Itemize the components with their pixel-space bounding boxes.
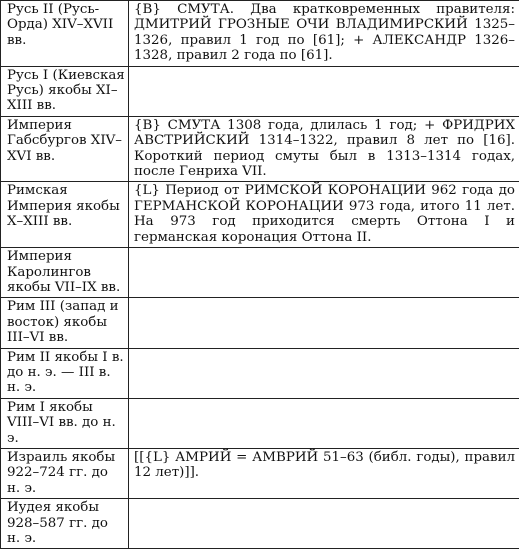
empire-cell: Русь II (Русь-Орда) XIV–XVII вв. <box>1 1 129 67</box>
table-row <box>1 448 519 498</box>
table-row <box>1 499 519 549</box>
empire-cell: Империя Габсбургов XIV–XVI вв. <box>1 116 129 182</box>
table-row <box>1 348 519 398</box>
empire-cell: Израиль якобы 922–724 гг. до н. э. <box>1 448 129 498</box>
table-row <box>1 66 519 116</box>
event-cell <box>129 298 519 348</box>
event-cell: [[{L} АМРИЙ = АМВРИЙ 51–63 (библ. годы), правил 12 лет)]]. <box>129 448 519 498</box>
event-cell <box>129 348 519 398</box>
empire-cell: Римская Империя якобы X–XIII вв. <box>1 182 129 248</box>
event-cell: {L} Период от РИМСКОЙ КОРОНАЦИИ 962 года до ГЕРМАНСКОЙ КОРОНАЦИИ 973 года, итого 11 лет. На 973 год приходится смерть Оттона I и германская коронация Оттона II. <box>129 182 519 248</box>
table-row <box>1 1 519 67</box>
table-row <box>1 398 519 448</box>
table-row <box>1 116 519 182</box>
empire-cell: Рим III (запад и восток) якобы III–VI вв. <box>1 298 129 348</box>
event-cell <box>129 66 519 116</box>
event-cell <box>129 499 519 549</box>
event-cell <box>129 398 519 448</box>
empire-cell: Иудея якобы 928–587 гг. до н. э. <box>1 499 129 549</box>
table-row <box>1 182 519 248</box>
empire-cell: Рим II якобы I в. до н. э. — III в. н. э. <box>1 348 129 398</box>
table-row <box>1 298 519 348</box>
empire-cell: Рим I якобы VIII–VI вв. до н. э. <box>1 398 129 448</box>
event-cell <box>129 248 519 298</box>
table-row <box>1 248 519 298</box>
event-cell: {В} СМУТА. Два кратковременных правителя: ДМИТРИЙ ГРОЗНЫЕ ОЧИ ВЛАДИМИРСКИЙ 1325–1326, правил 1 год по [61]; + АЛЕКСАНДР 1326–1328, правил 2 года по [61]. <box>129 1 519 67</box>
empire-cell: Русь I (Киевская Русь) якобы XI–XIII вв. <box>1 66 129 116</box>
empire-cell: Империя Каролингов якобы VII–IX вв. <box>1 248 129 298</box>
event-cell: {В} СМУТА 1308 года, длилась 1 год; + ФРИДРИХ АВСТРИЙСКИЙ 1314–1322, правил 8 лет по [16]. Короткий период смуты был в 1313–1314 годах, после Генриха VII. <box>129 116 519 182</box>
